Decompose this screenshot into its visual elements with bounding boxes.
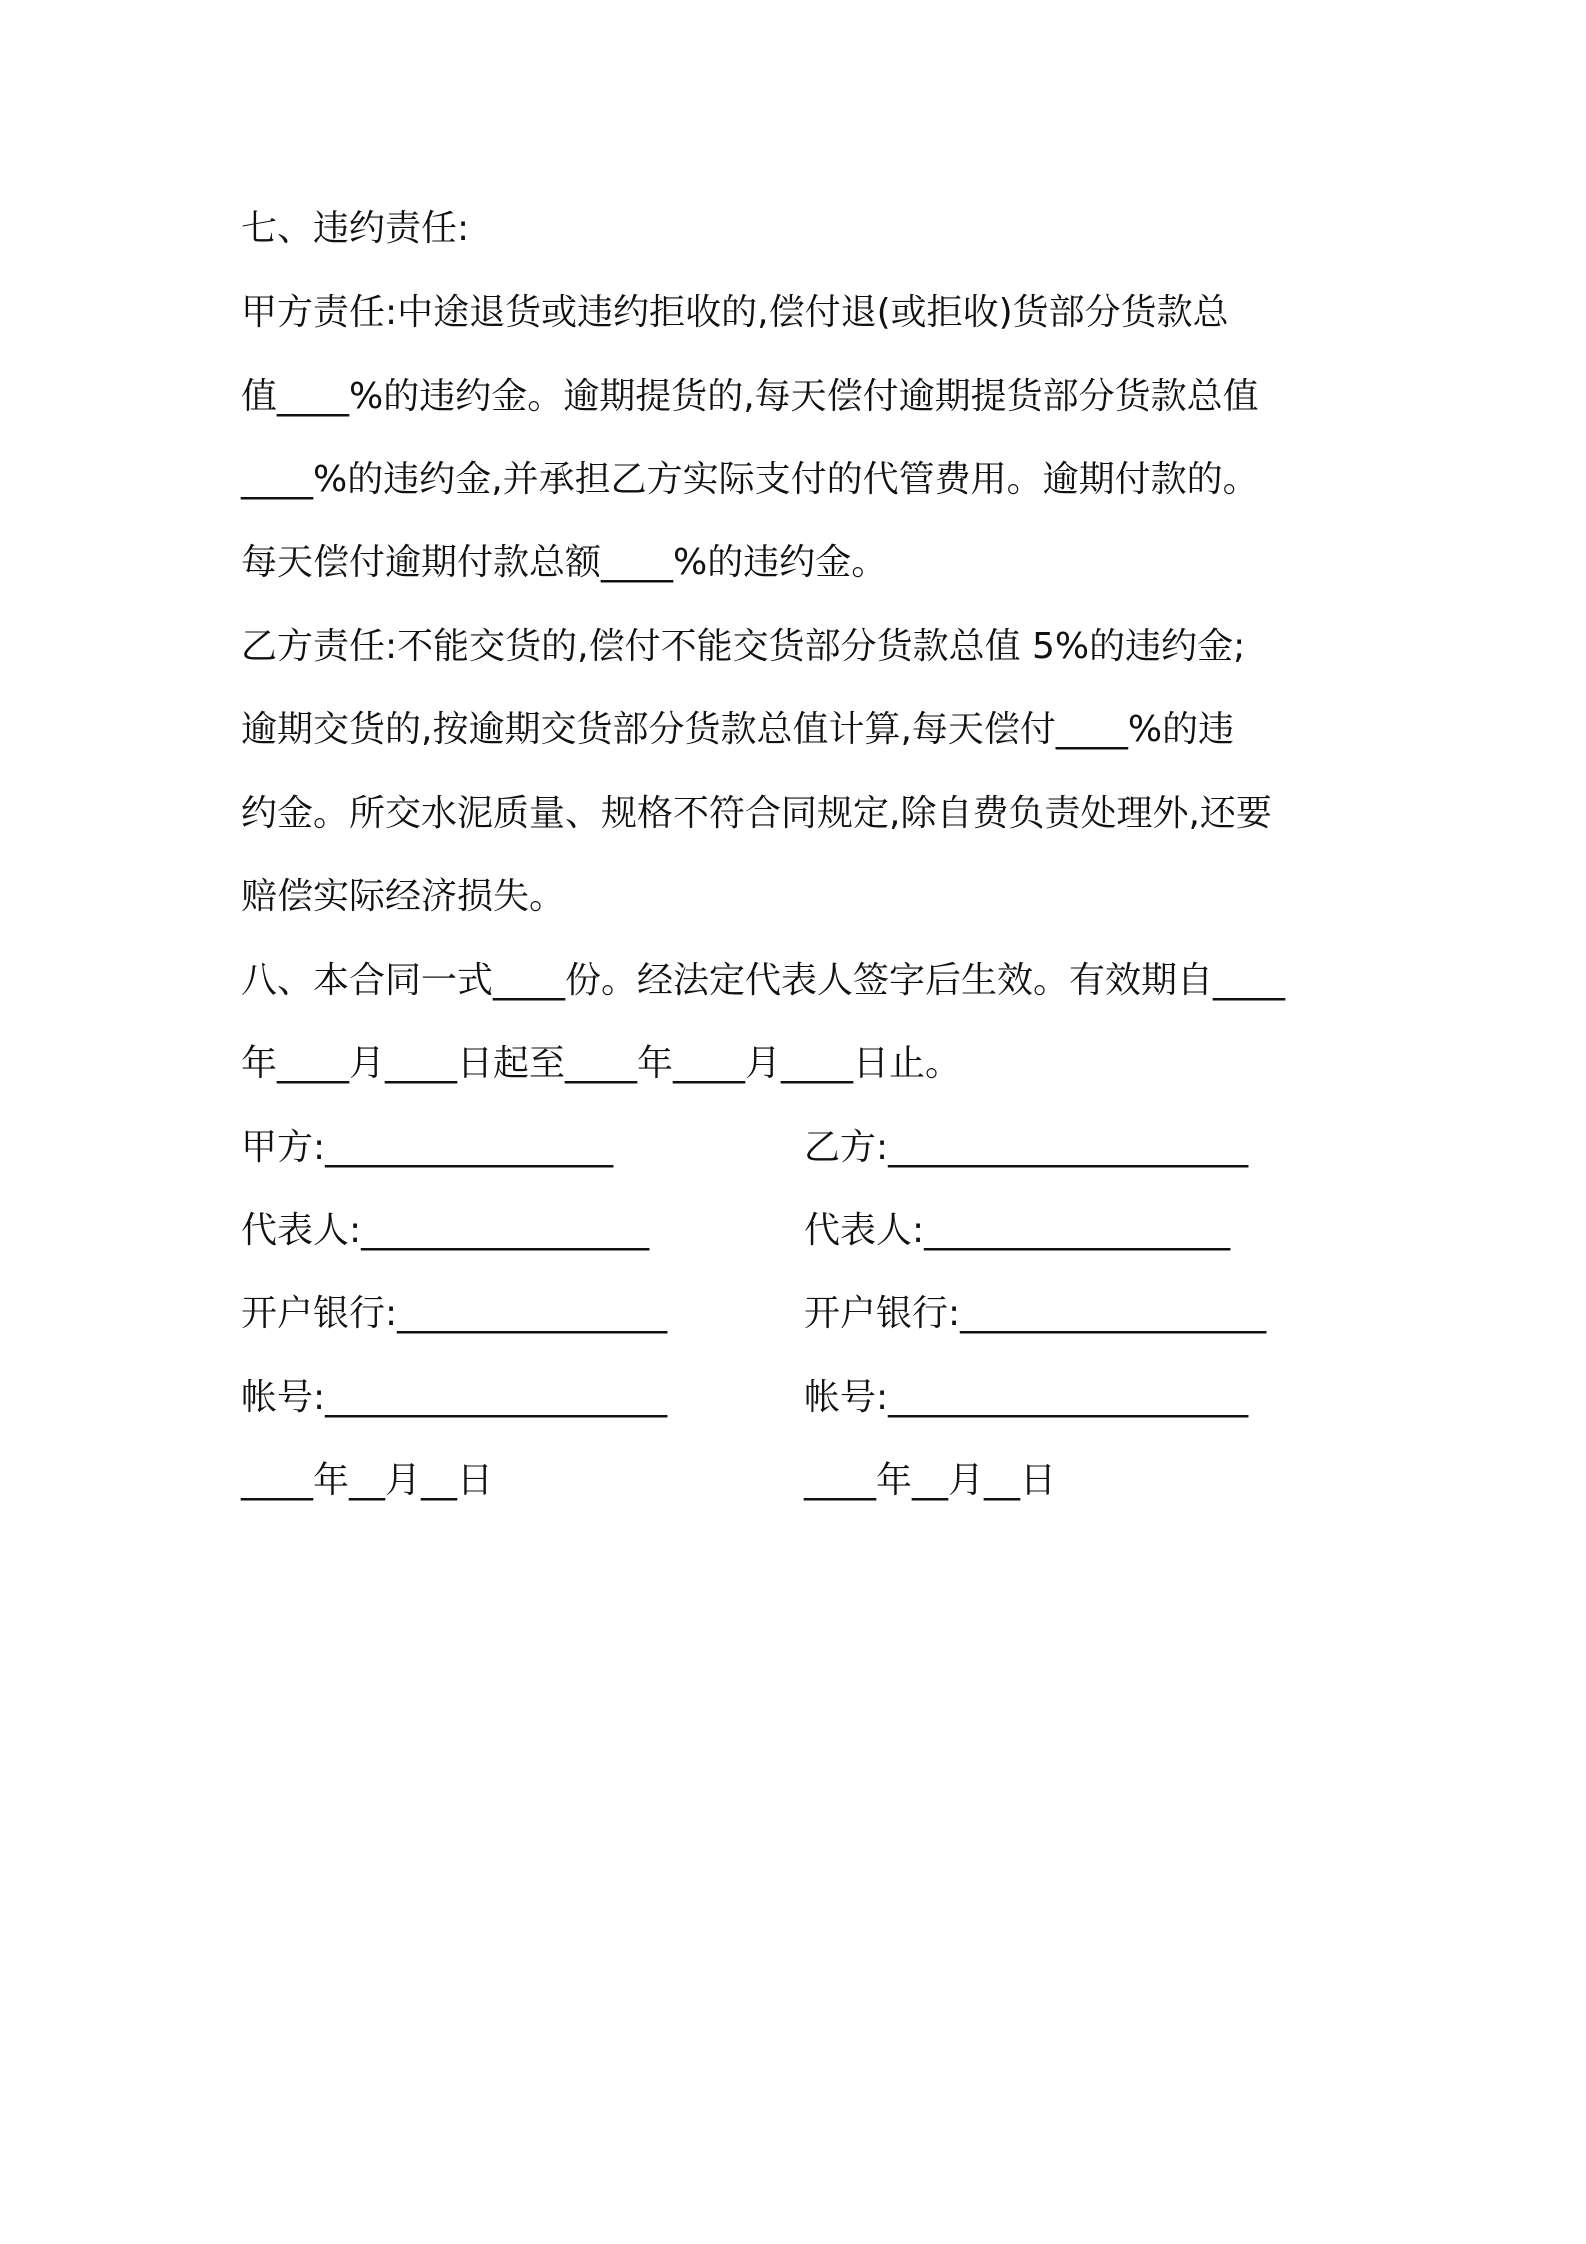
document-page (241, 0, 1361, 2244)
party-b-date-field: ____年__月__日 (804, 1460, 1057, 1501)
party-a-liability-line-1: 甲方责任:中途退货或违约拒收的,偿付退(或拒收)货部分货款总 (241, 292, 1229, 333)
party-a-signature-field: 甲方:________________ (241, 1127, 614, 1168)
party-a-account-field: 帐号:___________________ (241, 1377, 668, 1418)
section-8-line-1: 八、本合同一式____份。经法定代表人签字后生效。有效期自____ (241, 960, 1286, 1001)
party-a-liability-line-3: ____%的违约金,并承担乙方实际支付的代管费用。逾期付款的。 (241, 459, 1259, 500)
party-a-date-field: ____年__月__日 (241, 1460, 494, 1501)
party-b-representative-field: 代表人:_________________ (804, 1210, 1231, 1251)
party-b-bank-field: 开户银行:_________________ (804, 1293, 1267, 1334)
party-a-liability-line-2: 值____%的违约金。逾期提货的,每天偿付逾期提货部分货款总值 (241, 376, 1259, 417)
section-7-heading: 七、违约责任: (241, 208, 470, 249)
section-8-line-2: 年____月____日起至____年____月____日止。 (241, 1043, 962, 1084)
party-b-account-field: 帐号:____________________ (804, 1377, 1249, 1418)
party-b-liability-line-1: 乙方责任:不能交货的,偿付不能交货部分货款总值 5%的违约金; (241, 626, 1246, 667)
party-a-bank-field: 开户银行:_______________ (241, 1293, 668, 1334)
party-a-liability-line-4: 每天偿付逾期付款总额____%的违约金。 (241, 542, 888, 583)
party-b-liability-line-2: 逾期交货的,按逾期交货部分货款总值计算,每天偿付____%的违 (241, 709, 1235, 750)
party-b-signature-field: 乙方:____________________ (804, 1127, 1249, 1168)
party-a-representative-field: 代表人:________________ (241, 1210, 650, 1251)
party-b-liability-line-4: 赔偿实际经济损失。 (241, 876, 566, 917)
party-b-liability-line-3: 约金。所交水泥质量、规格不符合同规定,除自费负责处理外,还要 (241, 793, 1272, 834)
